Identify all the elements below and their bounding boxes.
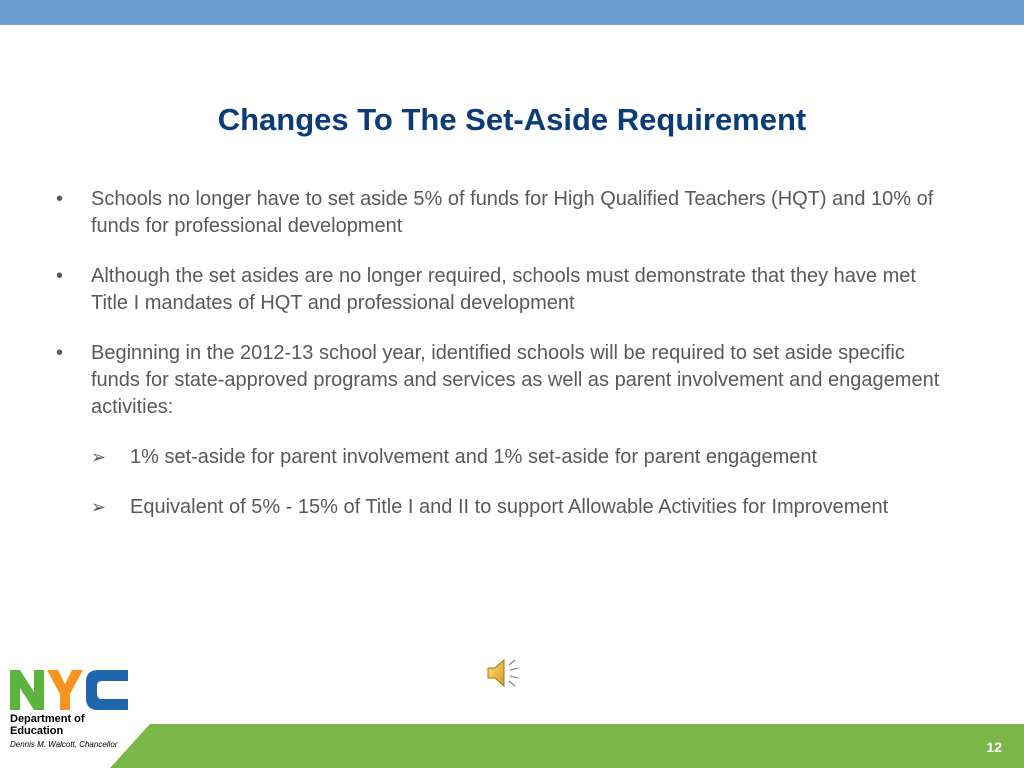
top-accent-bar (0, 0, 1024, 25)
arrow-bullet-icon: ➢ (91, 447, 107, 467)
bullet-text: Although the set asides are no longer required, schools must demonstrate that they have met Title I mandates of HQT and professional development (91, 265, 916, 314)
bullet-text: Schools no longer have to set aside 5% of funds for High Qualified Teachers (HQT) and 10% of funds for professional development (91, 188, 934, 237)
bottom-accent-bar (0, 724, 1024, 768)
slide-content (50, 186, 950, 544)
chancellor-name: Dennis M. Walcott, Chancellor (10, 740, 118, 749)
department-line-2: Education (10, 725, 64, 737)
arrow-bullet-icon: ➢ (91, 497, 107, 517)
sub-bullet-item (50, 494, 950, 521)
bullet-marker: • (56, 342, 64, 364)
sub-bullet-text: Equivalent of 5% - 15% of Title I and II to support Allowable Activities for Improvement (130, 496, 889, 518)
bullet-marker: • (56, 188, 64, 210)
speaker-icon[interactable] (485, 656, 521, 690)
bullet-item (50, 340, 950, 421)
slide-title: Changes To The Set-Aside Requirement (217, 102, 807, 137)
sub-bullet-text: 1% set-aside for parent involvement and 1% set-aside for parent engagement (130, 446, 818, 468)
bullet-item (50, 263, 950, 317)
bullet-text: Beginning in the 2012-13 school year, identified schools will be required to set aside specific funds for state-approved programs and services as well as parent involvement and engagement activities: (91, 342, 940, 418)
sub-bullet-item (50, 444, 950, 471)
page-number: 12 (986, 739, 1002, 755)
bullet-marker: • (56, 265, 64, 287)
department-name (10, 713, 85, 737)
department-line-1: Department of (10, 713, 85, 725)
nyc-logo (10, 670, 130, 710)
bullet-item (50, 186, 950, 240)
